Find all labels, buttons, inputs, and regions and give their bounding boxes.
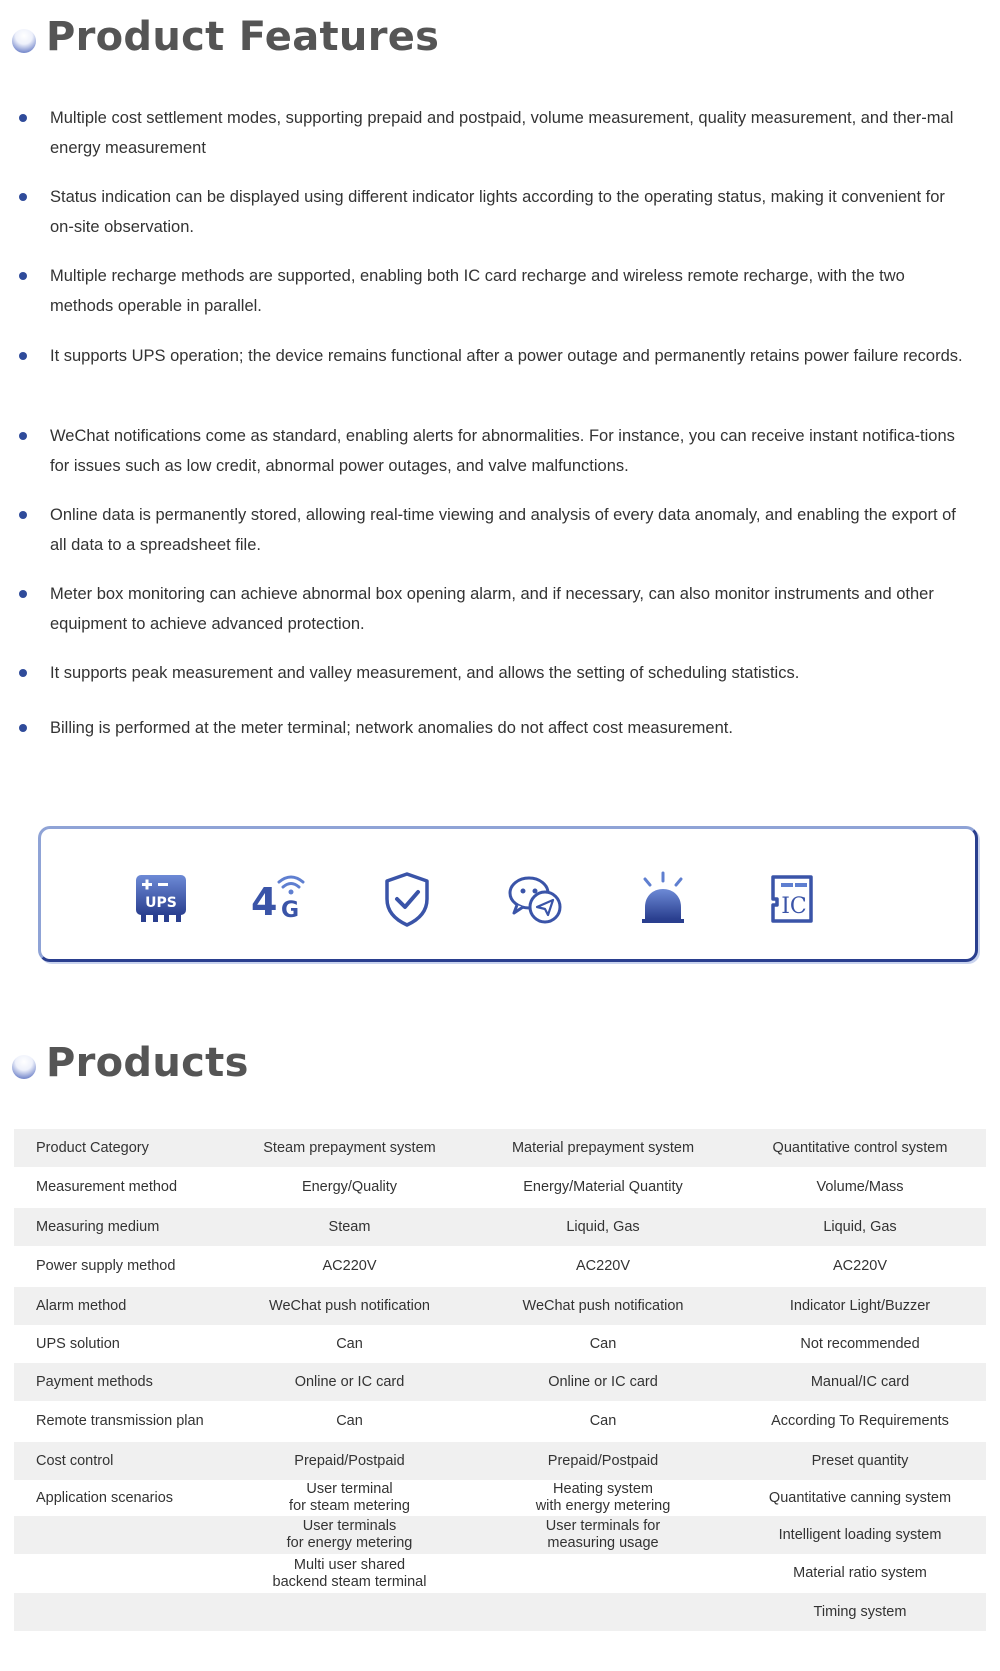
table-cell: Measuring medium xyxy=(14,1208,227,1246)
table-row xyxy=(14,1593,986,1631)
table-cell: Can xyxy=(227,1401,472,1442)
ic-card-icon xyxy=(761,869,821,929)
table-cell: User terminal for steam metering xyxy=(227,1480,472,1516)
feature-item: Multiple recharge methods are supported, enabling both IC card recharge and wireless remote recharge, with the two methods operable in parallel. xyxy=(50,261,970,321)
products-title-text: Products xyxy=(46,1040,249,1086)
ups-icon xyxy=(131,869,191,929)
table-cell: Heating system with energy metering xyxy=(472,1480,734,1516)
table-cell: Online or IC card xyxy=(472,1363,734,1401)
table-cell: WeChat push notification xyxy=(227,1287,472,1325)
4g-icon-sub: G xyxy=(281,898,300,923)
bullet-dot-icon xyxy=(19,724,27,732)
table-cell: UPS solution xyxy=(14,1325,227,1363)
feature-item: WeChat notifications come as standard, enabling alerts for abnormalities. For instance, you can receive instant notifica-tions for issues such as low credit, abnormal power outages, and valve malfunctions. xyxy=(50,421,970,481)
table-cell: Liquid, Gas xyxy=(472,1208,734,1246)
products-table xyxy=(14,1129,986,1631)
title-bullet-icon xyxy=(12,29,36,53)
table-cell: Volume/Mass xyxy=(734,1167,986,1208)
table-cell: Material ratio system xyxy=(734,1554,986,1593)
alarm-light-icon xyxy=(633,869,693,929)
table-cell: Intelligent loading system xyxy=(734,1516,986,1554)
table-cell: Power supply method xyxy=(14,1246,227,1287)
table-cell: Alarm method xyxy=(14,1287,227,1325)
bullet-dot-icon xyxy=(19,114,27,122)
table-cell: Measurement method xyxy=(14,1167,227,1208)
bullet-dot-icon xyxy=(19,352,27,360)
table-cell: User terminals for energy metering xyxy=(227,1516,472,1554)
feature-item: Online data is permanently stored, allowing real-time viewing and analysis of every data anomaly, and enabling the export of all data to a spreadsheet file. xyxy=(50,500,970,560)
table-cell: AC220V xyxy=(734,1246,986,1287)
feature-item: Meter box monitoring can achieve abnormal box opening alarm, and if necessary, can also monitor instruments and other equipment to achieve advanced protection. xyxy=(50,579,970,639)
table-row xyxy=(14,1442,986,1480)
bullet-dot-icon xyxy=(19,511,27,519)
table-cell: Multi user shared backend steam terminal xyxy=(227,1554,472,1593)
table-row xyxy=(14,1246,986,1287)
table-cell: Remote transmission plan xyxy=(14,1401,227,1442)
products-title xyxy=(12,1040,249,1086)
4g-icon xyxy=(249,869,309,929)
table-cell: Energy/Material Quantity xyxy=(472,1167,734,1208)
table-cell: Indicator Light/Buzzer xyxy=(734,1287,986,1325)
table-row xyxy=(14,1167,986,1208)
table-cell: Not recommended xyxy=(734,1325,986,1363)
wechat-icon xyxy=(505,869,565,929)
table-cell: Payment methods xyxy=(14,1363,227,1401)
table-row xyxy=(14,1325,986,1363)
table-row xyxy=(14,1554,986,1593)
table-header-cell: Product Category xyxy=(14,1129,227,1167)
table-cell: AC220V xyxy=(472,1246,734,1287)
table-cell: Cost control xyxy=(14,1442,227,1480)
table-row xyxy=(14,1208,986,1246)
table-cell: Can xyxy=(472,1325,734,1363)
table-row xyxy=(14,1287,986,1325)
table-header-row xyxy=(14,1129,986,1167)
table-cell: Can xyxy=(227,1325,472,1363)
table-cell: Liquid, Gas xyxy=(734,1208,986,1246)
feature-item: It supports UPS operation; the device remains functional after a power outage and permanently retains power failure records. xyxy=(50,341,970,371)
table-cell: Online or IC card xyxy=(227,1363,472,1401)
bullet-dot-icon xyxy=(19,272,27,280)
table-cell xyxy=(14,1593,227,1631)
table-cell xyxy=(14,1554,227,1593)
bullet-dot-icon xyxy=(19,432,27,440)
feature-icon-panel xyxy=(38,826,978,962)
table-cell xyxy=(472,1554,734,1593)
feature-item: Multiple cost settlement modes, supporting prepaid and postpaid, volume measurement, quality measurement, and ther-mal energy measurement xyxy=(50,103,970,163)
ups-icon-label: UPS xyxy=(145,895,177,911)
table-cell: Application scenarios xyxy=(14,1480,227,1516)
table-row xyxy=(14,1480,986,1516)
table-header-cell: Quantitative control system xyxy=(734,1129,986,1167)
table-row xyxy=(14,1516,986,1554)
title-bullet-icon xyxy=(12,1055,36,1079)
table-cell xyxy=(472,1593,734,1631)
feature-item: Status indication can be displayed using different indicator lights according to the operating status, making it convenient for on-site observation. xyxy=(50,182,970,242)
table-cell: Manual/IC card xyxy=(734,1363,986,1401)
table-header-cell: Material prepayment system xyxy=(472,1129,734,1167)
ic-card-icon-label: IC xyxy=(781,894,807,919)
table-row xyxy=(14,1401,986,1442)
table-cell: AC220V xyxy=(227,1246,472,1287)
table-cell: According To Requirements xyxy=(734,1401,986,1442)
table-cell: Can xyxy=(472,1401,734,1442)
4g-icon-main: 4 xyxy=(251,880,278,924)
table-cell: Quantitative canning system xyxy=(734,1480,986,1516)
table-cell: Prepaid/Postpaid xyxy=(472,1442,734,1480)
feature-item: Billing is performed at the meter terminal; network anomalies do not affect cost measurement. xyxy=(50,713,970,743)
table-cell: Timing system xyxy=(734,1593,986,1631)
table-cell: Preset quantity xyxy=(734,1442,986,1480)
table-cell: User terminals for measuring usage xyxy=(472,1516,734,1554)
bullet-dot-icon xyxy=(19,193,27,201)
table-cell: Prepaid/Postpaid xyxy=(227,1442,472,1480)
table-row xyxy=(14,1363,986,1401)
bullet-dot-icon xyxy=(19,669,27,677)
feature-item: It supports peak measurement and valley measurement, and allows the setting of scheduling statistics. xyxy=(50,658,970,688)
features-title xyxy=(12,14,439,60)
table-cell xyxy=(14,1516,227,1554)
features-title-text: Product Features xyxy=(46,14,440,60)
table-cell xyxy=(227,1593,472,1631)
bullet-dot-icon xyxy=(19,590,27,598)
shield-check-icon xyxy=(377,869,437,929)
table-cell: Steam xyxy=(227,1208,472,1246)
table-cell: Energy/Quality xyxy=(227,1167,472,1208)
table-cell: WeChat push notification xyxy=(472,1287,734,1325)
table-header-cell: Steam prepayment system xyxy=(227,1129,472,1167)
